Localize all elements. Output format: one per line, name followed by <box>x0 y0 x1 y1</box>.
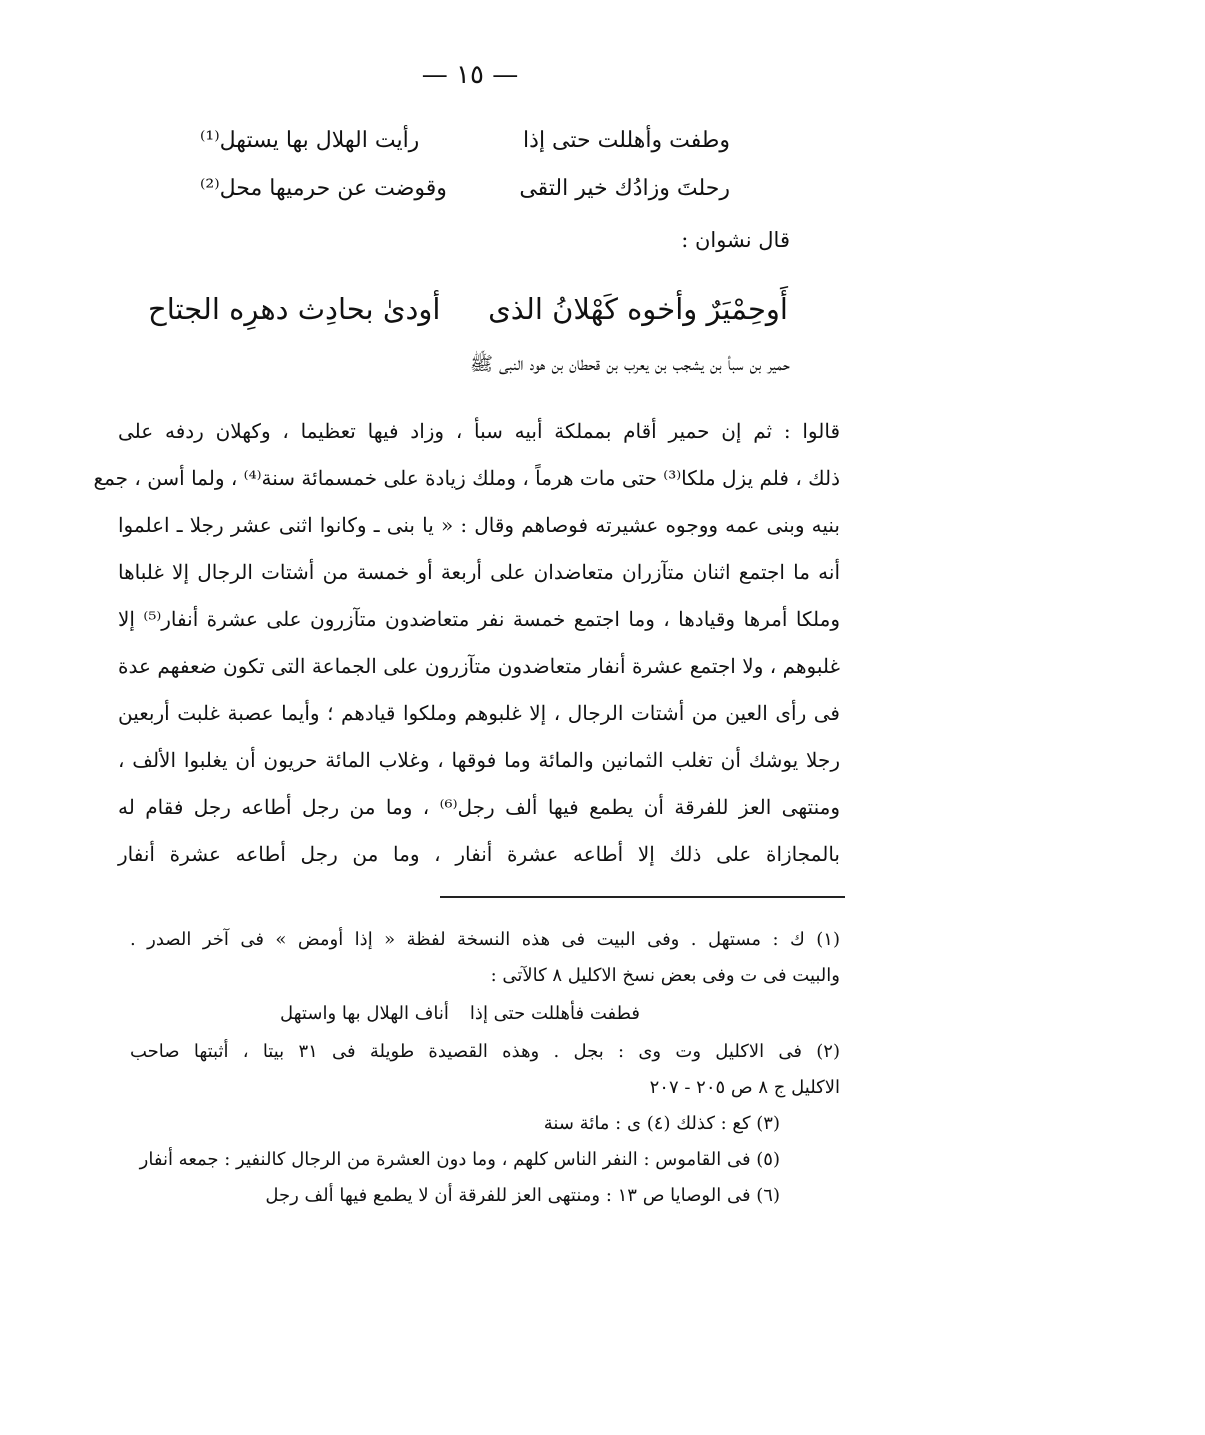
footnote-3-4: (٣) كع : كذلك (٤) ى : مائة سنة <box>543 1113 780 1134</box>
body-line: أنه ما اجتمع اثنان متآزران متعاضدان على أربعة أو خمسة من أشتات الرجال إلا غلباها <box>118 560 840 584</box>
verse-hemistich-right: رحلتَ وزادُك خير التقى <box>519 176 730 201</box>
footnote-divider <box>440 896 845 898</box>
body-line: بنيه وبنى عمه ووجوه عشيرته فوصاهم وقال : « يا بنى ـ وكانوا اثنى عشر رجلا ـ اعلموا <box>118 513 840 537</box>
body-line: قالوا : ثم إن حمير أقام بمملكة أبيه سبأ ، وزاد فيها تعظيما ، وكهلان ردفه على <box>118 419 840 443</box>
footnote-1-line-1: (١) ك : مستهل . وفى البيت فى هذه النسخة لفظة « إذا أومض » فى آخر الصدر . <box>130 929 840 950</box>
verse-hemistich-right: فطفت فأهللت حتى إذا <box>469 1003 640 1024</box>
body-line: غلبوهم ، ولا اجتمع عشرة أنفار متعاضدون متآزرون على الجماعة التى تكون ضعفهم عدة <box>118 654 840 678</box>
verse-hemistich-right: وطفت وأهللت حتى إذا <box>523 128 730 153</box>
verse-line-1 <box>200 128 730 153</box>
verse-line-2 <box>200 176 730 201</box>
body-line: وملكا أمرها وقيادها ، وما اجتمع خمسة نفر متعاضدون متآزرون على عشرة أنفار⁽⁵⁾ إلا <box>118 607 840 631</box>
lineage-line: حمير بن سبأ بن يشجب بن يعرب بن قحطان بن هود النبى ﷺ <box>470 353 790 375</box>
body-line: رجلا يوشك أن تغلب الثمانين والمائة وما فوقها ، وغلاب المائة حريون أن يغلبوا الألف ، <box>118 748 840 772</box>
verse-hemistich-left: أناف الهلال بها واستهل <box>280 1003 449 1024</box>
footnote-6: (٦) فى الوصايا ص ١٣ : ومنتهى العز للفرقة أن لا يطمع فيها ألف رجل <box>265 1185 780 1206</box>
verse-hemistich-right: أَوحِمْيَرٌ وأخوه كَهْلانُ الذى <box>488 292 788 326</box>
footnote-1-verse <box>130 994 840 1034</box>
verse-hemistich-left: أودىٰ بحادِث دهرِه الجتاح <box>148 292 441 326</box>
body-line: ذلك ، فلم يزل ملكا⁽³⁾ حتى مات هرماً ، وملك زيادة على خمسمائة سنة⁽⁴⁾ ، ولما أسن ، جمع <box>93 466 840 490</box>
body-line: فى رأى العين من أشتات الرجال ، إلا غلبوهم وملكوا قيادهم ؛ وأيما عصبة غلبت أربعين <box>118 701 840 725</box>
main-verse <box>148 292 788 326</box>
footnote-2-line-2: الاكليل ج ٨ ص ٢٠٥ - ٢٠٧ <box>649 1077 840 1098</box>
footnote-1-line-2: والبيت فى ت وفى بعض نسخ الاكليل ٨ كالآتى : <box>490 965 840 986</box>
verse-hemistich-left: رأيت الهلال بها يستهل⁽¹⁾ <box>200 128 420 153</box>
footnotes <box>130 922 840 1214</box>
verse-hemistich-left: وقوضت عن حرميها محل⁽²⁾ <box>200 176 447 201</box>
body-line: ومنتهى العز للفرقة أن يطمع فيها ألف رجل⁽⁶⁾ ، وما من رجل أطاعه رجل فقام له <box>118 795 840 819</box>
page-number: — ١٥ — <box>421 60 519 90</box>
body-line: بالمجازاة على ذلك إلا أطاعه عشرة أنفار ، وما من رجل أطاعه عشرة أنفار <box>118 842 840 866</box>
footnote-5: (٥) فى القاموس : النفر الناس كلهم ، وما دون العشرة من الرجال كالنفير : جمعه أنفار <box>139 1149 780 1170</box>
body-text <box>93 408 840 878</box>
footnote-2-line-1: (٢) فى الاكليل وت وى : بجل . وهذه القصيدة طويلة فى ٣١ بيتا ، أثبتها صاحب <box>130 1041 840 1062</box>
poem-intro: قال نشوان : <box>681 228 790 252</box>
